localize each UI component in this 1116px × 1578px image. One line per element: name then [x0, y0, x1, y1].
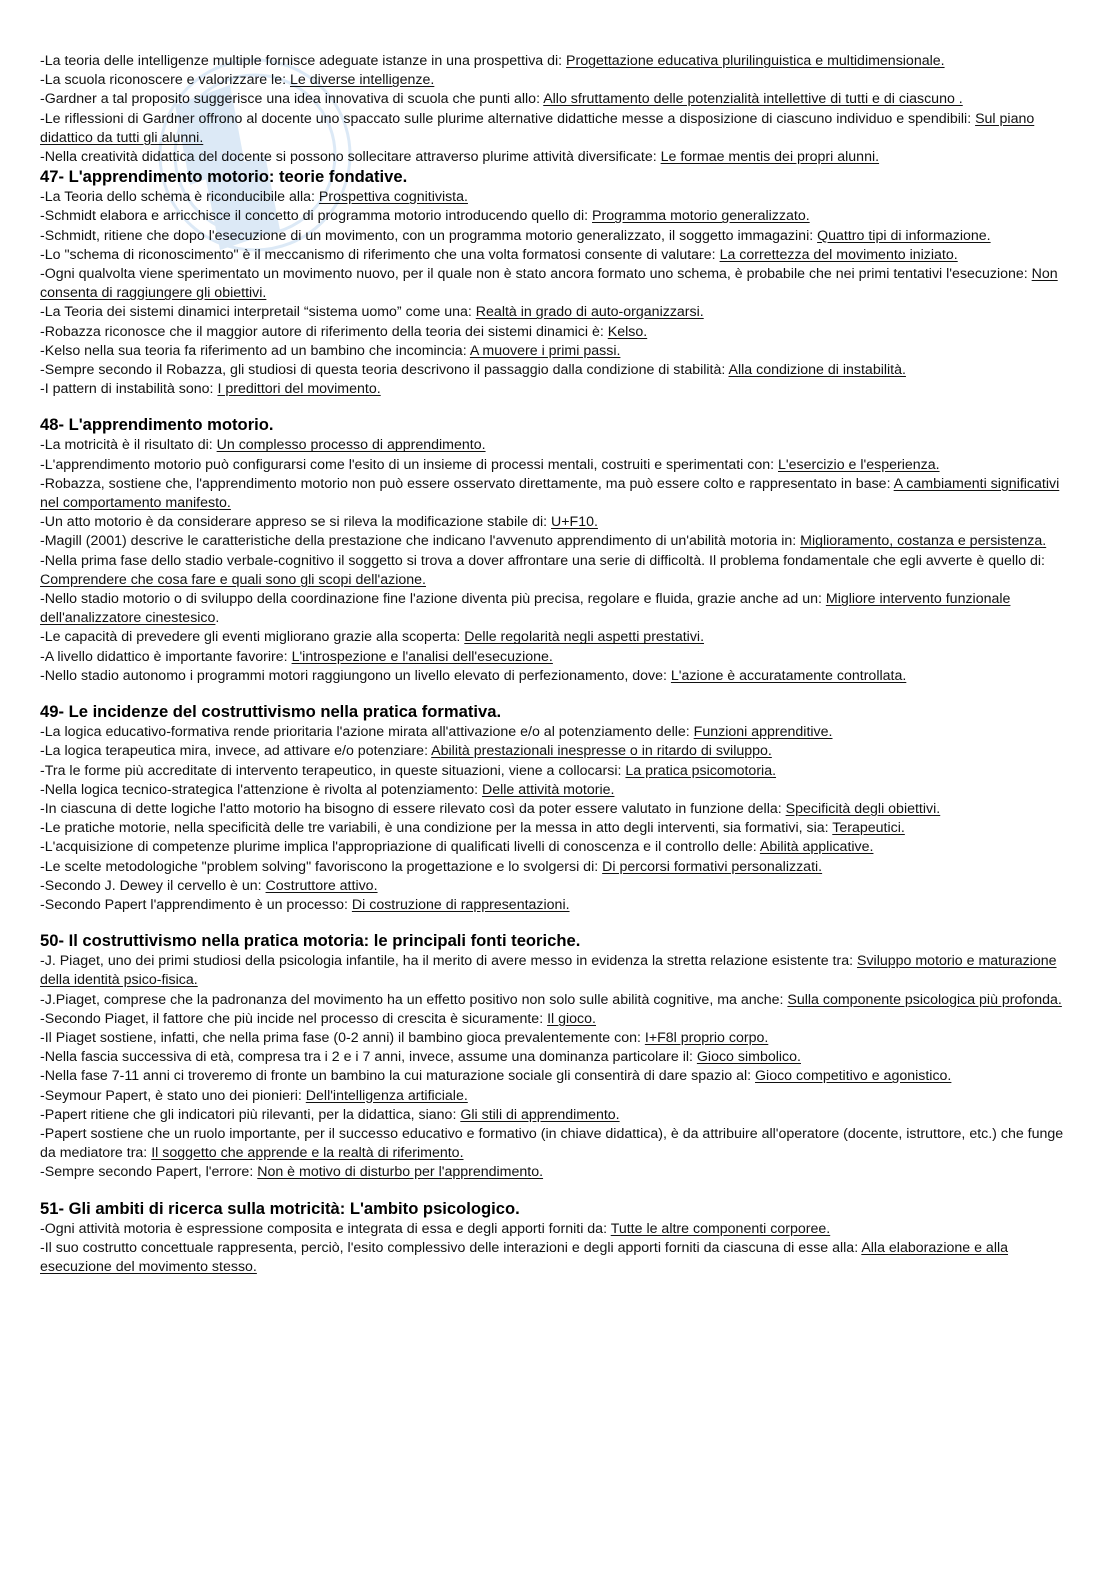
- question-text: -Robazza riconosce che il maggior autore di riferimento della teoria dei sistemi dinamici è:: [40, 323, 608, 340]
- answer-tail: .: [215, 610, 220, 627]
- answer-text: Delle attività motorie.: [481, 781, 615, 798]
- answer-text: Non consenta di raggiungere gli obiettivi.: [40, 266, 1058, 302]
- question-line: [40, 877, 1076, 896]
- question-text: -Tra le forme più accreditate di intervento terapeutico, in queste situazioni, viene a collocarsi:: [40, 762, 626, 779]
- question-line: [40, 1106, 1076, 1125]
- answer-text: Terapeutici.: [832, 820, 905, 837]
- answer-text: Realtà in grado di auto-organizzarsi.: [475, 304, 704, 321]
- question-text: -Il suo costrutto concettuale rappresenta, perciò, l'esito complessivo delle interazioni e degli apporti forniti da ciascuna di esse alla:: [40, 1239, 862, 1256]
- question-text: -Kelso nella sua teoria fa riferimento ad un bambino che incomincia:: [40, 342, 470, 359]
- question-line: [40, 303, 1076, 322]
- answer-text: Di percorsi formativi personalizzati.: [602, 858, 823, 875]
- question-text: -Nella prima fase dello stadio verbale-cognitivo il soggetto si trova a dover affrontare una serie di difficoltà. Il problema fondamentale che egli avverte è quello di:: [40, 552, 1045, 569]
- question-line: [40, 590, 1076, 628]
- question-text: -La logica educativo-formativa rende prioritaria l'azione mirata all'attivazione e/o al potenziamento delle:: [40, 724, 694, 741]
- question-text: -A livello didattico è importante favorire:: [40, 648, 292, 665]
- answer-text: Programma motorio generalizzato.: [592, 208, 810, 225]
- question-text: -La teoria delle intelligenze multiple fornisce adeguate istanze in una prospettiva di:: [40, 53, 567, 69]
- question-text: -Secondo Piaget, il fattore che più incide nel processo di crescita è sicuramente:: [40, 1010, 548, 1027]
- section-block: [40, 415, 1076, 686]
- question-line: [40, 819, 1076, 838]
- intro-block: [40, 52, 1076, 167]
- answer-text: A cambiamenti significativi nel comportamento manifesto.: [40, 475, 1060, 512]
- question-text: -La Teoria dello schema è riconducibile alla:: [40, 189, 319, 206]
- question-line: [40, 838, 1076, 857]
- answer-text: Sviluppo motorio e maturazione della identità psico-fisica.: [40, 953, 1057, 989]
- question-line: [40, 246, 1076, 265]
- question-line: [40, 1048, 1076, 1067]
- question-text: -Papert ritiene che gli indicatori più rilevanti, per la didattica, siano:: [40, 1106, 461, 1123]
- question-line: [40, 552, 1076, 590]
- answer-text: U+F10.: [551, 514, 598, 531]
- question-line: [40, 323, 1076, 342]
- answer-text: Alla condizione di instabilità.: [728, 362, 906, 379]
- question-text: -In ciascuna di dette logiche l'atto motorio ha bisogno di essere rilevato così da poter essere valutato in funzione della:: [40, 800, 786, 817]
- question-line: [40, 227, 1076, 246]
- question-text: -Le pratiche motorie, nella specificità delle tre variabili, è una condizione per la messa in atto degli interventi, sia formativi, sia:: [40, 820, 833, 837]
- answer-text: Sulla componente psicologica più profonda.: [787, 991, 1062, 1008]
- answer-text: Sul piano didattico da tutti gli alunni.: [40, 110, 1035, 146]
- question-line: [40, 342, 1076, 361]
- section-block: [40, 1199, 1076, 1278]
- question-line: [40, 456, 1076, 475]
- answer-text: Comprendere che cosa fare e quali sono gli scopi dell'azione.: [40, 571, 426, 588]
- question-text: -La scuola riconoscere e valorizzare le:: [40, 72, 290, 89]
- answer-text: Il soggetto che apprende e la realtà di riferimento.: [151, 1145, 464, 1162]
- question-text: -Le capacità di prevedere gli eventi migliorano grazie alla scoperta:: [40, 629, 465, 646]
- answer-text: Abilità applicative.: [759, 839, 874, 856]
- question-line: [40, 858, 1076, 877]
- question-text: -I pattern di instabilità sono:: [40, 381, 218, 398]
- question-line: [40, 380, 1076, 399]
- question-text: -Sempre secondo il Robazza, gli studiosi di questa teoria descrivono il passaggio dalla condizione di stabilità:: [40, 362, 729, 379]
- document-page: [40, 52, 1076, 1277]
- answer-text: Migliore intervento funzionale dell'analizzatore cinestesico: [40, 591, 1011, 627]
- question-line: [40, 1087, 1076, 1106]
- question-line: [40, 781, 1076, 800]
- question-line: [40, 723, 1076, 742]
- section-block: [40, 702, 1076, 915]
- answer-text: Il gioco.: [547, 1010, 596, 1027]
- answer-text: Non è motivo di disturbo per l'apprendimento.: [257, 1164, 544, 1181]
- answer-text: Prospettiva cognitivista.: [318, 189, 468, 206]
- question-line: [40, 742, 1076, 761]
- answer-text: Abilità prestazionali inespresse o in ritardo di sviluppo.: [431, 743, 772, 760]
- answer-text: Un complesso processo di apprendimento.: [216, 437, 486, 454]
- question-line: [40, 1163, 1076, 1182]
- question-text: -Papert sostiene che un ruolo importante, per il successo educativo e formativo (in chiave didattica), è da attribuire all'operatore (docente, istruttore, etc.) che funge da mediatore tra:: [40, 1125, 1064, 1162]
- answer-text: Alla elaborazione e alla esecuzione del movimento stesso.: [40, 1239, 1009, 1275]
- answer-text: Quattro tipi di informazione.: [817, 227, 991, 244]
- question-text: -Lo "schema di riconoscimento" è il meccanismo di riferimento che una volta formatosi consente di valutare:: [40, 246, 720, 263]
- question-text: -Schmidt elabora e arricchisce il concetto di programma motorio introducendo quello di:: [40, 208, 593, 225]
- question-text: -La motricità è il risultato di:: [40, 437, 217, 454]
- question-line: [40, 1239, 1076, 1277]
- answer-text: Le formae mentis dei propri alunni.: [660, 149, 880, 166]
- question-line: [40, 628, 1076, 647]
- question-text: -Un atto motorio è da considerare appreso se si rileva la modificazione stabile di:: [40, 514, 552, 531]
- answer-text: Le diverse intelligenze.: [289, 72, 435, 89]
- question-line: [40, 648, 1076, 667]
- answer-text: L'esercizio e l'esperienza.: [778, 456, 940, 473]
- section-heading: 49- Le incidenze del costruttivismo nella pratica formativa.: [40, 702, 502, 722]
- question-line: [40, 762, 1076, 781]
- answer-text: Delle regolarità negli aspetti prestativi.: [464, 629, 705, 646]
- answer-text: L'azione è accuratamente controllata.: [670, 667, 907, 684]
- question-text: -Nello stadio motorio o di sviluppo della coordinazione fine l'azione diventa più precisa, regolare e fluida, grazie anche ad un:: [40, 591, 826, 608]
- question-line: [40, 1125, 1076, 1163]
- answer-text: I+F8l proprio corpo.: [644, 1029, 769, 1046]
- question-text: -Sempre secondo Papert, l'errore:: [40, 1164, 258, 1181]
- answer-text: La pratica psicomotoria.: [625, 762, 777, 779]
- question-line: [40, 436, 1076, 455]
- question-line: [40, 52, 1076, 71]
- question-text: -Nella logica tecnico-strategica l'attenzione è rivolta al potenziamento:: [40, 781, 482, 798]
- section-heading: 51- Gli ambiti di ricerca sulla motricità: L'ambito psicologico.: [40, 1198, 520, 1218]
- question-text: -Le scelte metodologiche "problem solving" favoriscono la progettazione e lo svolgersi di:: [40, 858, 603, 875]
- sections-container: [40, 167, 1076, 1277]
- answer-text: A muovere i primi passi.: [469, 342, 621, 359]
- question-line: [40, 800, 1076, 819]
- question-line: [40, 896, 1076, 915]
- question-text: -Ogni attività motoria è espressione composita e integrata di essa e degli apporti forniti da:: [40, 1220, 611, 1237]
- question-text: -La Teoria dei sistemi dinamici interpretail “sistema uomo” come una:: [40, 304, 476, 321]
- question-line: [40, 952, 1076, 990]
- section-heading: 48- L'apprendimento motorio.: [40, 415, 274, 435]
- question-text: -Schmidt, ritiene che dopo l'esecuzione di un movimento, con un programma motorio generalizzato, il soggetto immagazini:: [40, 227, 818, 244]
- question-text: -Robazza, sostiene che, l'apprendimento motorio non può essere osservato direttamente, ma può essere colto e rappresentato in base:: [40, 475, 894, 492]
- question-text: -L'apprendimento motorio può configurarsi come l'esito di un insieme di processi mentali, costruiti e sperimentati con:: [40, 456, 778, 473]
- answer-text: Gioco simbolico.: [696, 1049, 801, 1066]
- answer-text: Funzioni apprenditive.: [693, 724, 833, 741]
- question-text: -Nella fascia successiva di età, compresa tra i 2 e i 7 anni, invece, assume una dominanza particolare il:: [40, 1049, 697, 1066]
- question-line: [40, 1029, 1076, 1048]
- question-line: [40, 532, 1076, 551]
- answer-text: Progettazione educativa plurilinguistica e multidimensionale.: [566, 53, 945, 69]
- question-line: [40, 90, 1076, 109]
- question-line: [40, 207, 1076, 226]
- answer-text: Miglioramento, costanza e persistenza.: [800, 533, 1047, 550]
- answer-text: Tutte le altre componenti corporee.: [610, 1220, 831, 1237]
- question-text: -J.Piaget, comprese che la padronanza del movimento ha un effetto positivo non solo sulle abilità cognitive, ma anche:: [40, 991, 788, 1008]
- question-text: -Magill (2001) descrive le caratteristiche della prestazione che indicano l'avvenuto apprendimento di un'abilità motoria in:: [40, 533, 801, 550]
- answer-text: Costruttore attivo.: [265, 877, 378, 894]
- answer-text: Di costruzione di rappresentazioni.: [351, 896, 570, 913]
- question-line: [40, 188, 1076, 207]
- question-line: [40, 1220, 1076, 1239]
- section-heading: 47- L'apprendimento motorio: teorie fondative.: [40, 167, 408, 187]
- question-line: [40, 265, 1076, 303]
- answer-text: Dell'intelligenza artificiale.: [305, 1087, 468, 1104]
- answer-text: La correttezza del movimento iniziato.: [719, 246, 958, 263]
- question-text: -Secondo Papert l'apprendimento è un processo:: [40, 896, 352, 913]
- question-text: -J. Piaget, uno dei primi studiosi della psicologia infantile, ha il merito di avere messo in evidenza la stretta relazione esistente tra:: [40, 953, 857, 970]
- question-text: -Gardner a tal proposito suggerisce una idea innovativa di scuola che punti allo:: [40, 91, 544, 108]
- question-line: [40, 991, 1076, 1010]
- answer-text: I predittori del movimento.: [217, 381, 381, 398]
- section-block: [40, 931, 1076, 1182]
- question-text: -Le riflessioni di Gardner offrono al docente uno spaccato sulle plurime alternative didattiche messe a disposizione di ciascuno individuo e spendibili:: [40, 110, 976, 127]
- answer-text: Allo sfruttamento delle potenzialità intellettive di tutti e di ciascuno .: [543, 91, 963, 108]
- question-text: -La logica terapeutica mira, invece, ad attivare e/o potenziare:: [40, 743, 432, 760]
- answer-text: Gli stili di apprendimento.: [460, 1106, 620, 1123]
- question-text: -Secondo J. Dewey il cervello è un:: [40, 877, 266, 894]
- answer-text: L'introspezione e l'analisi dell'esecuzione.: [291, 648, 553, 665]
- section-block: [40, 167, 1076, 399]
- question-line: [40, 667, 1076, 686]
- question-line: [40, 475, 1076, 513]
- question-line: [40, 71, 1076, 90]
- answer-text: Specificità degli obiettivi.: [785, 800, 941, 817]
- question-line: [40, 513, 1076, 532]
- question-line: [40, 1010, 1076, 1029]
- question-line: [40, 148, 1076, 167]
- question-text: -Nello stadio autonomo i programmi motori raggiungono un livello elevato di perfezionamento, dove:: [40, 667, 671, 684]
- answer-text: Gioco competitivo e agonistico.: [755, 1068, 952, 1085]
- question-text: -L'acquisizione di competenze plurime implica l'appropriazione di qualificati livelli di conoscenza e il controllo delle:: [40, 839, 760, 856]
- section-heading: 50- Il costruttivismo nella pratica motoria: le principali fonti teoriche.: [40, 931, 581, 951]
- question-text: -Ogni qualvolta viene sperimentato un movimento nuovo, per il quale non è stato ancora formato uno schema, è probabile che nei primi tentativi l'esecuzione:: [40, 266, 1032, 283]
- question-text: -Nella fase 7-11 anni ci troveremo di fronte un bambino la cui maturazione sociale gli consentirà di dare spazio al:: [40, 1068, 756, 1085]
- question-line: [40, 361, 1076, 380]
- question-line: [40, 1067, 1076, 1086]
- question-text: -Nella creatività didattica del docente si possono sollecitare attraverso plurime attività diversificate:: [40, 149, 661, 166]
- question-text: -Seymour Papert, è stato uno dei pionieri:: [40, 1087, 306, 1104]
- answer-text: Kelso.: [607, 323, 648, 340]
- question-text: -Il Piaget sostiene, infatti, che nella prima fase (0-2 anni) il bambino gioca prevalentemente con:: [40, 1029, 645, 1046]
- question-line: [40, 110, 1076, 148]
